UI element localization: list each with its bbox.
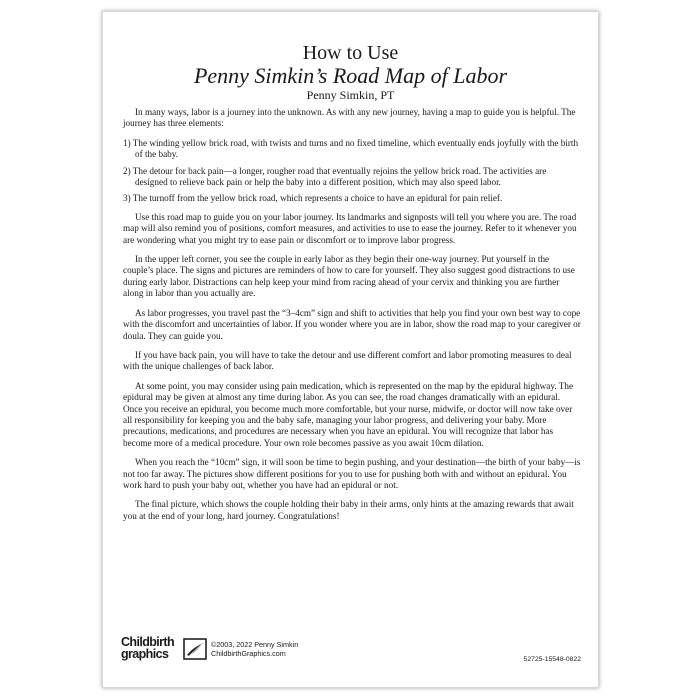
paragraph: Use this road map to guide you on your labor journey. Its landmarks and signposts will tell you where you are. The road map will also remind you of positions, comfort measures, and activities to use to ease the journey. Refer to it whenever you are wondering what you might try to ease pain or discomfort or to improve labor progress. (123, 211, 577, 245)
website-text: ChildbirthGraphics.com (211, 649, 286, 658)
feather-mark-icon (183, 638, 207, 660)
author-line: Penny Simkin, PT (306, 88, 395, 102)
paragraph: If you have back pain, you will have to take the detour and use different comfort and labor promoting measures to deal with the unique challenges of back labor. (123, 349, 572, 372)
list-item: 1) The winding yellow brick road, with twists and turns and no fixed timeline, which eventually ends joyfully with the birth of the baby. (123, 137, 579, 160)
intro-paragraph: In many ways, labor is a journey into the unknown. As with any new journey, having a map to guide you is helpful. The journey has three elements: (123, 107, 576, 129)
copyright-block (211, 640, 298, 658)
copyright-text: ©2003, 2022 Penny Simkin (211, 640, 299, 649)
product-code: 52725-15548-0822 (523, 656, 581, 663)
logo-line1: Childbirth (121, 635, 175, 649)
journey-elements-list (123, 138, 581, 205)
document-body (123, 107, 581, 530)
paragraph: In the upper left corner, you see the couple in early labor as they begin their one-way journey. Put yourself in the couple’s place. The signs and pictures are reminders of how to care for yourself. They also suggest good distractions to use during early labor. Distractions can help keep your mind from racing ahead of your cervix and thinking you are further along in labor than you actually are. (123, 254, 575, 299)
childbirth-graphics-logo (121, 636, 179, 664)
paragraph: At some point, you may consider using pain medication, which is represented on the map by the epidural highway. The epidural may be given at almost any time during labor. As you can see, the road changes dramatically with an epidural. Once you receive an epidural, you become much more comfortable, but your nurse, midwife, or doctor will now take over all responsibility for keeping you and the baby safe, managing your labor progress, and delivering your baby. More precautions, medications, and procedures are necessary when you have an epidural. You will recognize that labor has become more of a medical procedure. Your own role becomes passive as you await 10cm dilation. (123, 380, 574, 448)
page-footer (121, 636, 581, 666)
paragraph: As labor progresses, you travel past the “3–4cm” sign and shift to activities that help you find your own best way to cope with the discomfort and uncertainties of labor. If you wonder where you are in labor, show the road map to your caregiver or doula. They can guide you. (123, 307, 581, 341)
list-item: 2) The detour for back pain—a longer, rougher road that eventually rejoins the yellow brick road. The activities are designed to relieve back pain or help the baby into a different position, which may also speed labor. (123, 165, 547, 188)
paragraph: When you reach the “10cm” sign, it will soon be time to begin pushing, and your destination—the birth of your baby—is not too far away. The pictures show different positions for you to use for pushing both with and without an epidural. You work hard to push your baby out, whether you have had an epidural or not. (123, 457, 581, 490)
logo-line2: graphics (121, 647, 169, 661)
paragraph: The final picture, which shows the couple holding their baby in their arms, only hints at the amazing rewards that await you at the end of your long, hard journey. Congratulations! (123, 499, 574, 521)
list-item: 3) The turnoff from the yellow brick road, which represents a choice to have an epidural for pain relief. (123, 193, 503, 204)
document-page (102, 11, 599, 688)
page-subtitle: Penny Simkin’s Road Map of Labor (193, 63, 508, 88)
page-title: How to Use (302, 42, 399, 64)
